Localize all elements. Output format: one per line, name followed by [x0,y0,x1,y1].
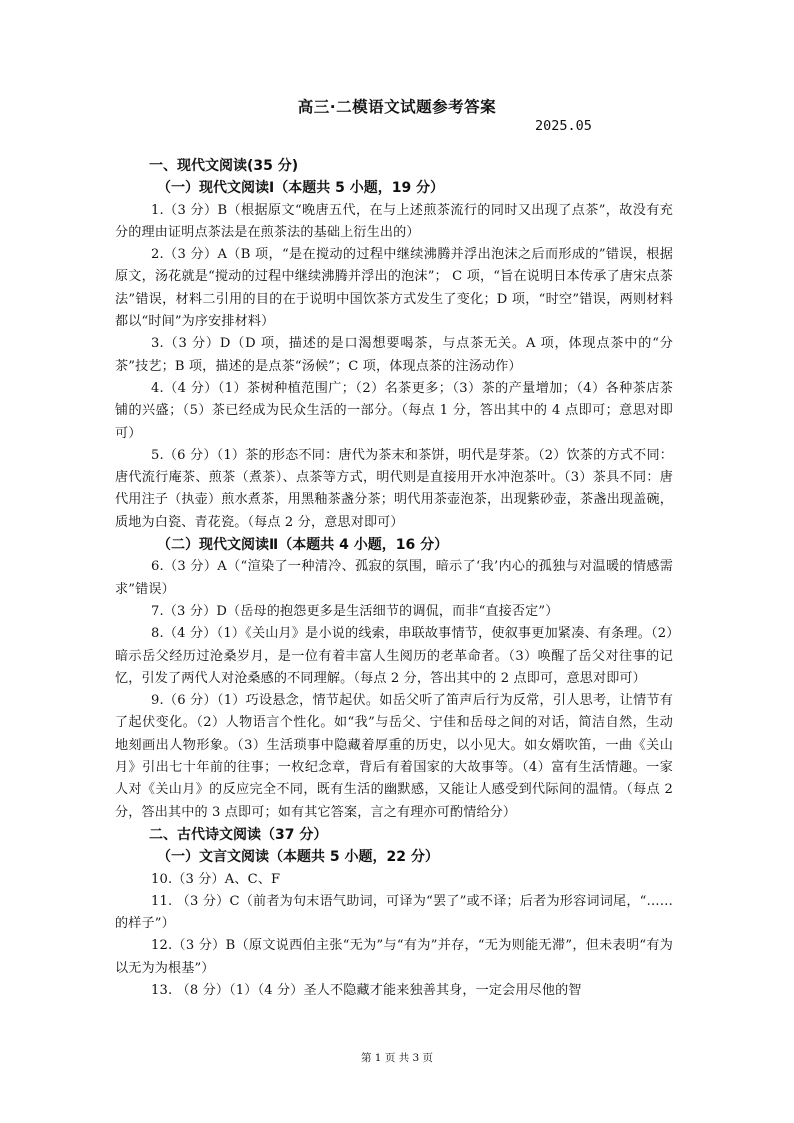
section-heading: 一、现代文阅读(35 分) [149,158,299,174]
subsection-heading: （一）文言文阅读（本题共 5 小题，22 分） [157,849,439,866]
answer-paragraph: 4.（4 分）（1）茶树种植范围广；（2）名茶更多；（3）茶的产量增加；（4）各种茶店茶铺的兴盛；（5）茶已经成为民众生活的一部分。（每点 1 分，答出其中的 4 点即可；意思对即可） [115,380,673,441]
answer-paragraph: 3.（3 分）D（D 项，描述的是口渴想要喝茶，与点茶无关。A 项，体现点茶中的“分茶”技艺；B 项，描述的是点茶“汤候”；C 项，体现点茶的注汤动作） [115,336,673,374]
answer-paragraph: 11. （3 分）C（前者为句末语气助词，可译为“罢了”或不译；后者为形容词词尾，“……的样子”） [115,893,673,932]
subsection-heading: （一）现代文阅读Ⅰ（本题共 5 小题，19 分） [157,180,445,197]
answer-paragraph: 10.（3 分）A、C、F [151,871,281,887]
answer-paragraph: 7.（3 分）D（岳母的抱怨更多是生活细节的调侃，而非“直接否定”） [151,603,559,619]
document-date: 2025.05 [535,118,592,134]
answer-paragraph: 9.（6 分）（1）巧设悬念，情节起伏。如岳父听了笛声后行为反常，引人思考，让情节有了起伏变化。（2）人物语言个性化。如“我”与岳父、宁佳和岳母之间的对话，简洁自然，生动地刻画出人物形象。（3）生活琐事中隐藏着厚重的历史，以小见大。如女婿吹笛，一曲《关山月》引出七十年前的往事；一枚纪念章，背后有着国家的大故事等。（4）富有生活情趣。一家人对《关山月》的反应完全不同，既有生活的幽默感，又能让人感受到代际间的温情。（每点 2 分，答出其中的 3 点即可；如有其它答案，言之有理亦可酌情给分） [115,693,673,820]
answer-paragraph: 12.（3 分）B（原文说西伯主张“无为”与“有为”并存，“无为则能无滞”，但未表明“有为以无为为根基”） [115,938,673,976]
subsection-heading: （二）现代文阅读Ⅱ（本题共 4 小题，16 分） [157,537,449,554]
section-heading: 二、古代诗文阅读（37 分） [149,826,328,843]
page-footer: 第 1 页 共 3 页 [360,1052,434,1064]
answer-paragraph: 1.（3 分）B（根据原文“晚唐五代，在与上述煎茶流行的同时又出现了点茶”，故没有充分的理由证明点茶法是在煎茶法的基础上衍生出的） [115,202,673,240]
answer-paragraph: 13. （8 分）（1）（4 分）圣人不隐藏才能来独善其身，一定会用尽他的智 [151,982,582,998]
answer-content [115,155,673,1002]
answer-paragraph: 2.（3 分）A（B 项，“是在搅动的过程中继续沸腾并浮出泡沫之后而形成的”错误，根据原文，汤花就是“搅动的过程中继续沸腾并浮出的泡沫”； C 项，“旨在说明日本传承了唐宋点茶法”错误，材料二引用的目的在于说明中国饮茶方式发生了变化；D 项，“时空”错误，两则材料都以“时间”为序安排材料） [115,247,673,330]
answer-paragraph: 6.（3 分）A（“渲染了一种清冷、孤寂的氛围，暗示了‘我’内心的孤独与对温暖的情感需求”错误） [115,559,673,597]
answer-paragraph: 5.（6 分）（1）茶的形态不同：唐代为茶末和茶饼，明代是芽茶。（2）饮茶的方式不同：唐代流行庵茶、煎茶（煮茶）、点茶等方式，明代则是直接用开水冲泡茶叶。（3）茶具不同：唐代用注子（执壶）煎水煮茶，用黑釉茶盏分茶；明代用茶壶泡茶，出现紫砂壶，茶盏出现盖碗，质地为白瓷、青花瓷。（每点 2 分，意思对即可） [115,447,673,530]
answer-paragraph: 8.（4 分）（1）《关山月》是小说的线索，串联故事情节，使叙事更加紧凑、有条理。（2）暗示岳父经历过沧桑岁月，是一位有着丰富人生阅历的老革命者。（3）唤醒了岳父对往事的记忆，引发了两代人对沧桑感的不同理解。（每点 2 分，答出其中的 2 点即可，意思对即可） [115,626,673,686]
document-title: 高三·二模语文试题参考答案 [297,98,497,116]
